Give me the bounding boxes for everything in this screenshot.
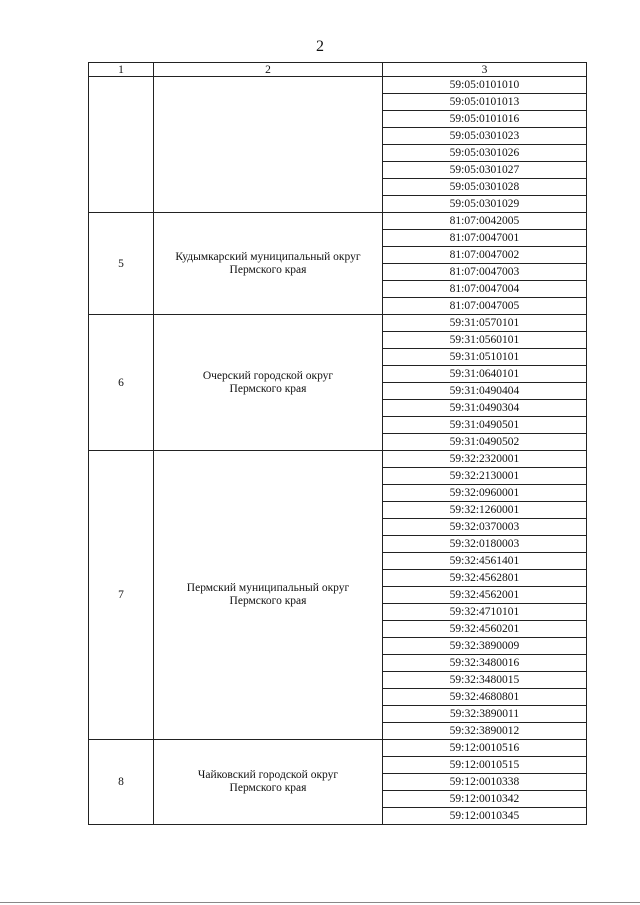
cadastral-code-cell: 81:07:0047002 bbox=[383, 247, 587, 264]
cadastral-code-cell: 81:07:0047004 bbox=[383, 281, 587, 298]
cadastral-code-cell: 59:05:0301028 bbox=[383, 179, 587, 196]
header-col-2: 2 bbox=[154, 63, 383, 77]
municipality-name-line-1: Кудымкарский муниципальный округ bbox=[175, 250, 361, 263]
cadastral-code-cell: 59:31:0510101 bbox=[383, 349, 587, 366]
cadastral-code-cell: 59:32:4562001 bbox=[383, 587, 587, 604]
cadastral-code-cell: 59:05:0101016 bbox=[383, 111, 587, 128]
cadastral-code-cell: 59:05:0101010 bbox=[383, 77, 587, 94]
cadastral-code-cell: 59:31:0570101 bbox=[383, 315, 587, 332]
municipality-name-line-2: Пермского края bbox=[229, 382, 307, 395]
cadastral-code-cell: 59:05:0301027 bbox=[383, 162, 587, 179]
cadastral-code-cell: 59:12:0010338 bbox=[383, 774, 587, 791]
row-number-cell: 5 bbox=[89, 213, 154, 315]
municipality-name-line-1: Пермский муниципальный округ bbox=[186, 582, 350, 594]
cadastral-code-cell: 59:32:4562801 bbox=[383, 570, 587, 587]
land-plots-table bbox=[88, 62, 587, 825]
municipality-name-line-1: Очерский городской округ bbox=[202, 369, 334, 382]
cadastral-code-cell: 59:05:0301029 bbox=[383, 196, 587, 213]
cadastral-code-cell: 59:32:3890009 bbox=[383, 638, 587, 655]
header-col-1: 1 bbox=[89, 63, 154, 77]
cadastral-code-cell: 81:07:0047001 bbox=[383, 230, 587, 247]
cadastral-code-cell: 59:12:0010515 bbox=[383, 757, 587, 774]
row-number-cell: 6 bbox=[89, 315, 154, 451]
table-row bbox=[89, 213, 587, 230]
bottom-rule bbox=[0, 902, 640, 903]
cadastral-code-cell: 59:32:3480016 bbox=[383, 655, 587, 672]
cadastral-code-cell: 59:31:0490404 bbox=[383, 383, 587, 400]
cadastral-code-cell: 59:32:3890011 bbox=[383, 706, 587, 723]
municipality-name-cell bbox=[154, 77, 383, 213]
cadastral-code-cell: 59:05:0301026 bbox=[383, 145, 587, 162]
municipality-name-line-2: Пермского края bbox=[229, 782, 307, 794]
header-col-3: 3 bbox=[383, 63, 587, 77]
cadastral-code-cell: 59:05:0101013 bbox=[383, 94, 587, 111]
row-number-cell: 8 bbox=[89, 740, 154, 825]
cadastral-code-cell: 59:32:0370003 bbox=[383, 519, 587, 536]
cadastral-code-cell: 81:07:0047005 bbox=[383, 298, 587, 315]
table-row bbox=[89, 77, 587, 94]
cadastral-code-cell: 59:32:4561401 bbox=[383, 553, 587, 570]
table-row bbox=[89, 315, 587, 332]
cadastral-code-cell: 59:32:0180003 bbox=[383, 536, 587, 553]
cadastral-code-cell: 59:12:0010342 bbox=[383, 791, 587, 808]
municipality-name-cell bbox=[154, 451, 383, 740]
municipality-name-cell bbox=[154, 213, 383, 315]
row-number-cell: 7 bbox=[89, 451, 154, 740]
cadastral-code-cell: 81:07:0047003 bbox=[383, 264, 587, 281]
cadastral-code-cell: 59:31:0560101 bbox=[383, 332, 587, 349]
municipality-name-line-2: Пермского края bbox=[229, 263, 307, 276]
cadastral-code-cell: 59:32:4710101 bbox=[383, 604, 587, 621]
cadastral-code-cell: 59:32:3480015 bbox=[383, 672, 587, 689]
row-number-cell bbox=[89, 77, 154, 213]
table-row bbox=[89, 740, 587, 757]
cadastral-code-cell: 59:32:4560201 bbox=[383, 621, 587, 638]
cadastral-code-cell: 59:32:4680801 bbox=[383, 689, 587, 706]
cadastral-code-cell: 59:31:0490502 bbox=[383, 434, 587, 451]
municipality-name-cell bbox=[154, 740, 383, 825]
cadastral-code-cell: 59:32:3890012 bbox=[383, 723, 587, 740]
cadastral-code-cell: 59:12:0010516 bbox=[383, 740, 587, 757]
table-row bbox=[89, 451, 587, 468]
page-number: 2 bbox=[316, 38, 324, 55]
cadastral-code-cell: 59:32:0960001 bbox=[383, 485, 587, 502]
cadastral-code-cell: 59:31:0640101 bbox=[383, 366, 587, 383]
municipality-name-line-1: Чайковский городской округ bbox=[197, 769, 339, 781]
table-body bbox=[89, 77, 587, 825]
cadastral-code-cell: 59:31:0490304 bbox=[383, 400, 587, 417]
cadastral-code-cell: 59:12:0010345 bbox=[383, 808, 587, 825]
cadastral-code-cell: 59:05:0301023 bbox=[383, 128, 587, 145]
municipality-name-line-2: Пермского края bbox=[229, 595, 307, 607]
table-header-row bbox=[89, 63, 587, 77]
cadastral-code-cell: 81:07:0042005 bbox=[383, 213, 587, 230]
cadastral-code-cell: 59:31:0490501 bbox=[383, 417, 587, 434]
cadastral-code-cell: 59:32:1260001 bbox=[383, 502, 587, 519]
cadastral-code-cell: 59:32:2320001 bbox=[383, 451, 587, 468]
municipality-name-cell bbox=[154, 315, 383, 451]
cadastral-code-cell: 59:32:2130001 bbox=[383, 468, 587, 485]
